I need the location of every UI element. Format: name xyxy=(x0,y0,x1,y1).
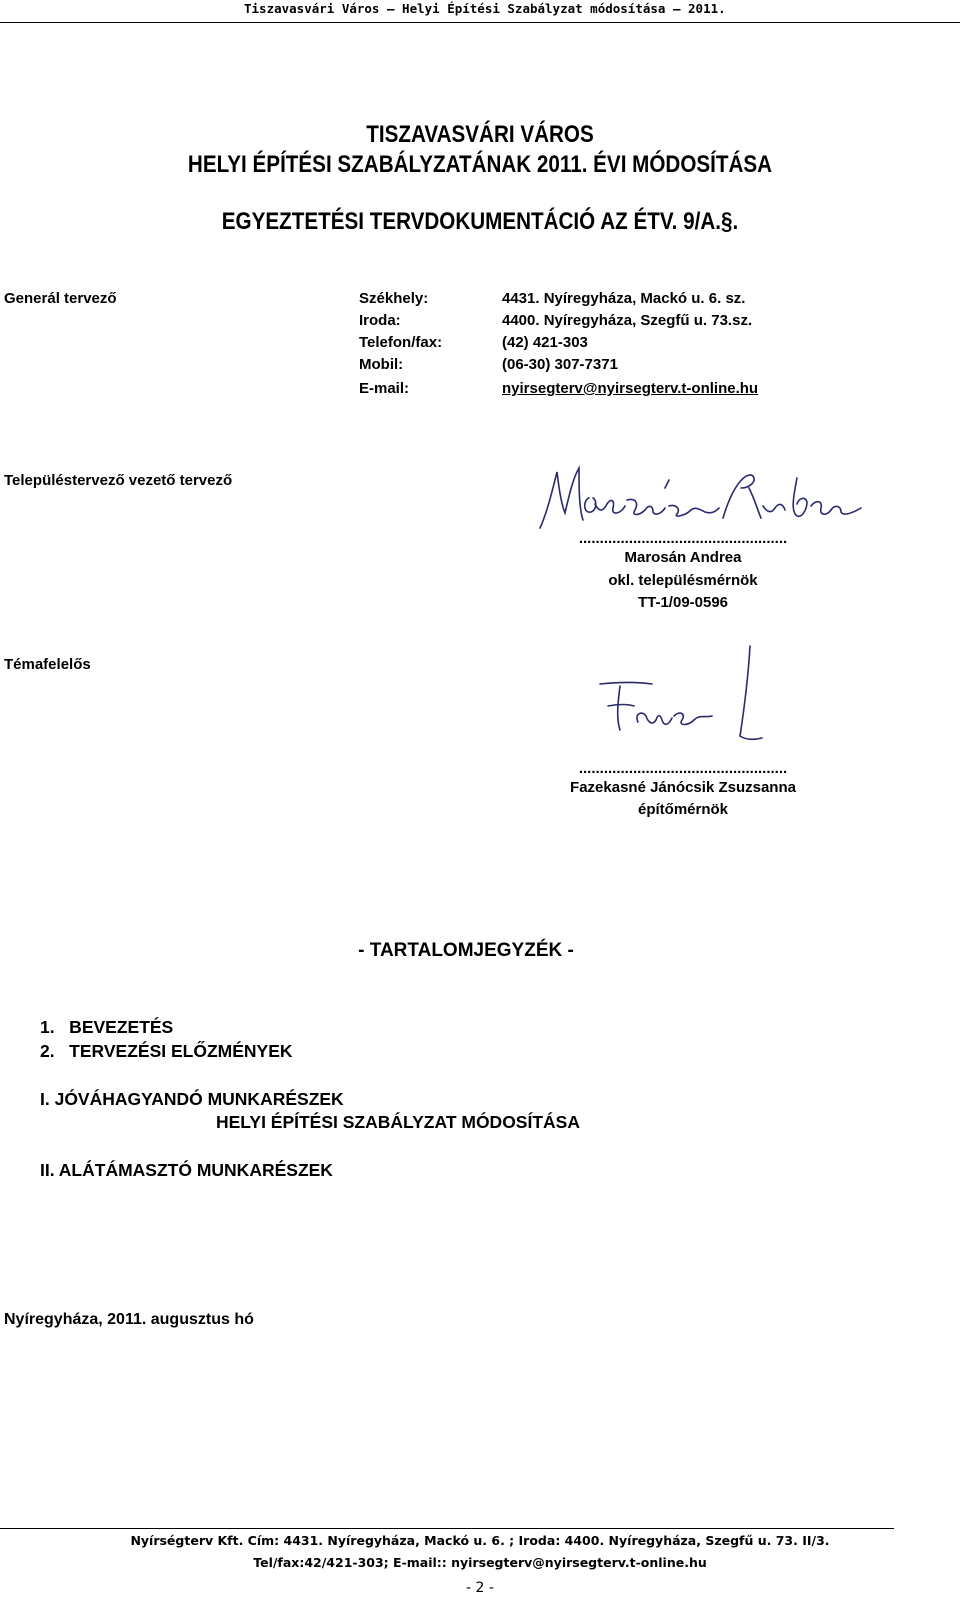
planner-name: Marosán Andrea xyxy=(624,549,742,566)
footer-address: Nyírségterv Kft. Cím: 4431. Nyíregyháza, Mackó u. 6. ; Iroda: 4400. Nyíregyháza, Szegfű u. 73. II/3. xyxy=(130,1533,830,1548)
page-number: - 2 - xyxy=(466,1580,494,1596)
responsible-label: Témafelelős xyxy=(4,656,91,673)
title-documentation: EGYEZTETÉSI TERVDOKUMENTÁCIÓ AZ ÉTV. 9/A.§. xyxy=(221,208,739,235)
responsible-signature-line: .................................................. xyxy=(578,760,788,777)
responsible-signature xyxy=(590,640,810,750)
toc-part-approval: I. JÓVÁHAGYANDÓ MUNKARÉSZEK xyxy=(40,1089,344,1109)
toc-item-introduction: 1. BEVEZETÉS xyxy=(40,1017,174,1037)
title-regulation: HELYI ÉPÍTÉSI SZABÁLYZATÁNAK 2011. ÉVI MÓDOSÍTÁSA xyxy=(187,151,773,178)
designer-email-link[interactable]: nyirsegterv@nyirsegterv.t-online.hu xyxy=(502,380,759,397)
header-rule xyxy=(0,22,960,23)
footer-rule xyxy=(0,1528,894,1529)
designer-value-phone: (42) 421-303 xyxy=(502,334,588,351)
responsible-title: építőmérnök xyxy=(637,801,728,818)
designer-key-email: E-mail: xyxy=(359,380,410,397)
toc-part-supporting: II. ALÁTÁMASZTÓ MUNKARÉSZEK xyxy=(40,1160,333,1180)
planner-title: okl. településmérnök xyxy=(608,572,758,589)
planner-registration: TT-1/09-0596 xyxy=(637,594,729,611)
designer-value-office: 4400. Nyíregyháza, Szegfű u. 73.sz. xyxy=(502,312,753,329)
designer-key-mobile: Mobil: xyxy=(359,356,404,373)
running-header: Tiszavasvári Város – Helyi Építési Szabályzat módosítása – 2011. xyxy=(244,1,726,16)
footer-contact: Tel/fax:42/421-303; E-mail:: nyirsegterv@nyirsegterv.t-online.hu xyxy=(253,1555,707,1570)
toc-item-antecedents: 2. TERVEZÉSI ELŐZMÉNYEK xyxy=(40,1041,293,1061)
title-city: TISZAVASVÁRI VÁROS xyxy=(366,121,594,148)
designer-key-phone: Telefon/fax: xyxy=(359,334,443,351)
designer-value-seat: 4431. Nyíregyháza, Mackó u. 6. sz. xyxy=(502,290,746,307)
designer-value-mobile: (06-30) 307-7371 xyxy=(502,356,618,373)
designer-key-office: Iroda: xyxy=(359,312,401,329)
designer-label: Generál tervező xyxy=(4,290,117,307)
responsible-name: Fazekasné Jánócsik Zsuzsanna xyxy=(570,779,796,796)
planner-signature-line: .................................................. xyxy=(578,530,788,547)
toc-part-approval-sub: HELYI ÉPÍTÉSI SZABÁLYZAT MÓDOSÍTÁSA xyxy=(216,1112,580,1132)
planner-signature xyxy=(535,458,865,538)
planner-label: Településtervező vezető tervező xyxy=(4,472,233,489)
place-date: Nyíregyháza, 2011. augusztus hó xyxy=(4,1311,254,1328)
designer-key-seat: Székhely: xyxy=(359,290,429,307)
toc-heading: - TARTALOMJEGYZÉK - xyxy=(358,940,574,961)
